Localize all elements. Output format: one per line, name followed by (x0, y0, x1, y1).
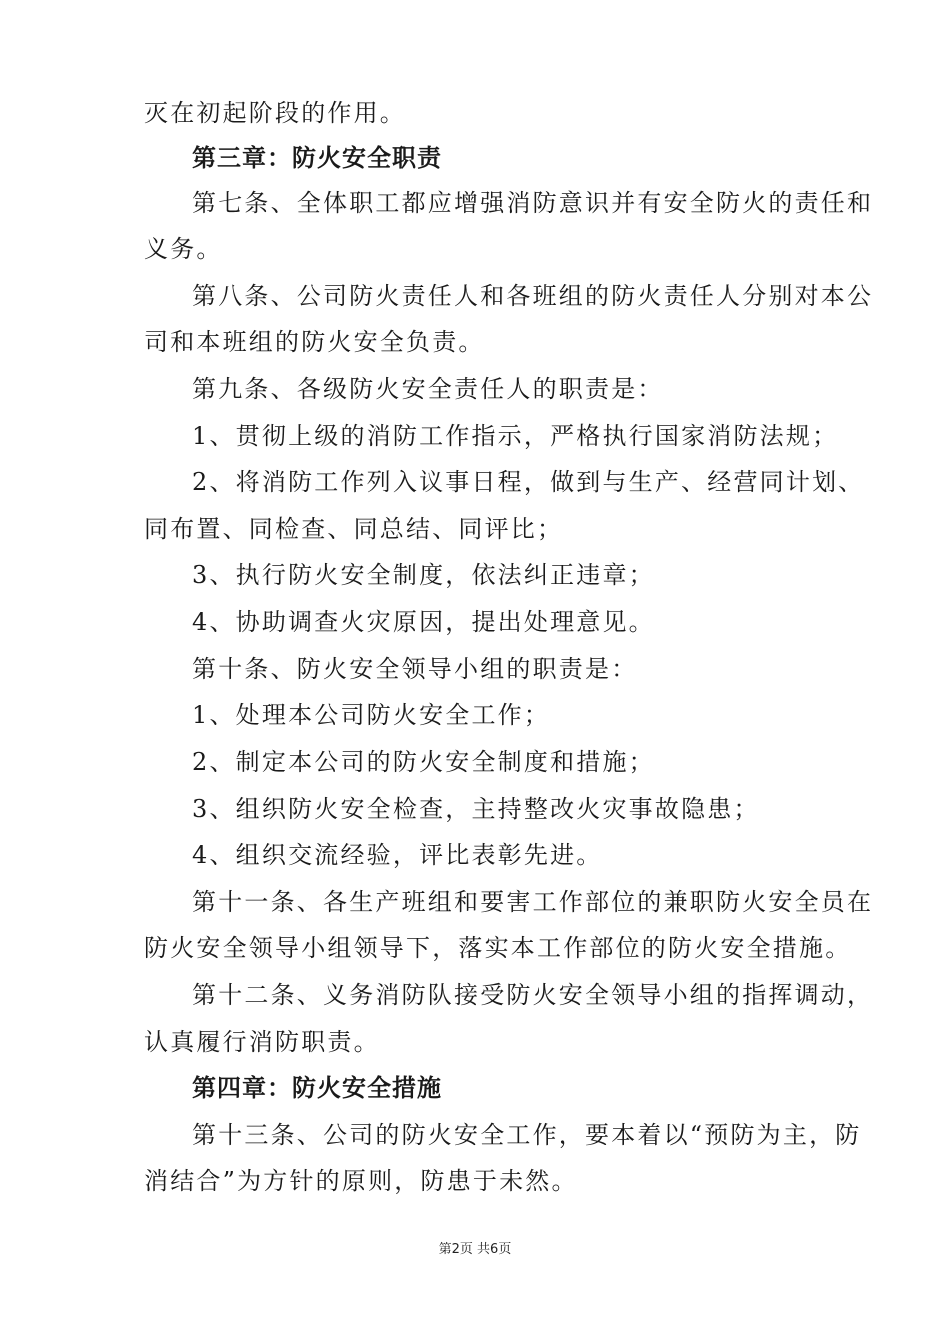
paragraph-line: 消结合”为方针的原则，防患于未然。 (144, 1167, 578, 1195)
page-number-footer: 第2页 共6页 (438, 1242, 512, 1257)
list-item: 4、组织交流经验，评比表彰先进。 (192, 841, 603, 869)
paragraph-line: 第七条、全体职工都应增强消防意识并有安全防火的责任和 (192, 189, 874, 217)
paragraph-line: 灭在初起阶段的作用。 (144, 99, 406, 127)
list-item: 1、处理本公司防火安全工作； (192, 701, 551, 729)
list-item: 3、执行防火安全制度，依法纠正违章； (192, 561, 655, 589)
paragraph-line: 义务。 (144, 235, 223, 263)
list-item: 1、贯彻上级的消防工作指示，严格执行国家消防法规； (192, 422, 839, 450)
paragraph-line: 防火安全领导小组领导下，落实本工作部位的防火安全措施。 (144, 934, 852, 962)
chapter-heading: 第三章：防火安全职责 (192, 144, 442, 172)
paragraph-line: 第十条、防火安全领导小组的职责是： (192, 655, 638, 683)
paragraph-line: 第八条、公司防火责任人和各班组的防火责任人分别对本公 (192, 282, 874, 310)
paragraph-line: 第十一条、各生产班组和要害工作部位的兼职防火安全员在 (192, 888, 874, 916)
paragraph-line: 同布置、同检查、同总结、同评比； (144, 515, 564, 543)
list-item: 2、将消防工作列入议事日程，做到与生产、经营同计划、 (192, 468, 865, 496)
paragraph-line: 司和本班组的防火安全负责。 (144, 328, 485, 356)
chapter-heading: 第四章：防火安全措施 (192, 1074, 442, 1102)
list-item: 2、制定本公司的防火安全制度和措施； (192, 748, 655, 776)
paragraph-line: 第十二条、义务消防队接受防火安全领导小组的指挥调动， (192, 981, 874, 1009)
paragraph-line: 第十三条、公司的防火安全工作，要本着以“预防为主，防 (192, 1121, 862, 1149)
list-item: 3、组织防火安全检查，主持整改火灾事故隐患； (192, 795, 760, 823)
paragraph-line: 认真履行消防职责。 (144, 1028, 380, 1056)
list-item: 4、协助调查火灾原因，提出处理意见。 (192, 608, 655, 636)
paragraph-line: 第九条、各级防火安全责任人的职责是： (192, 375, 664, 403)
